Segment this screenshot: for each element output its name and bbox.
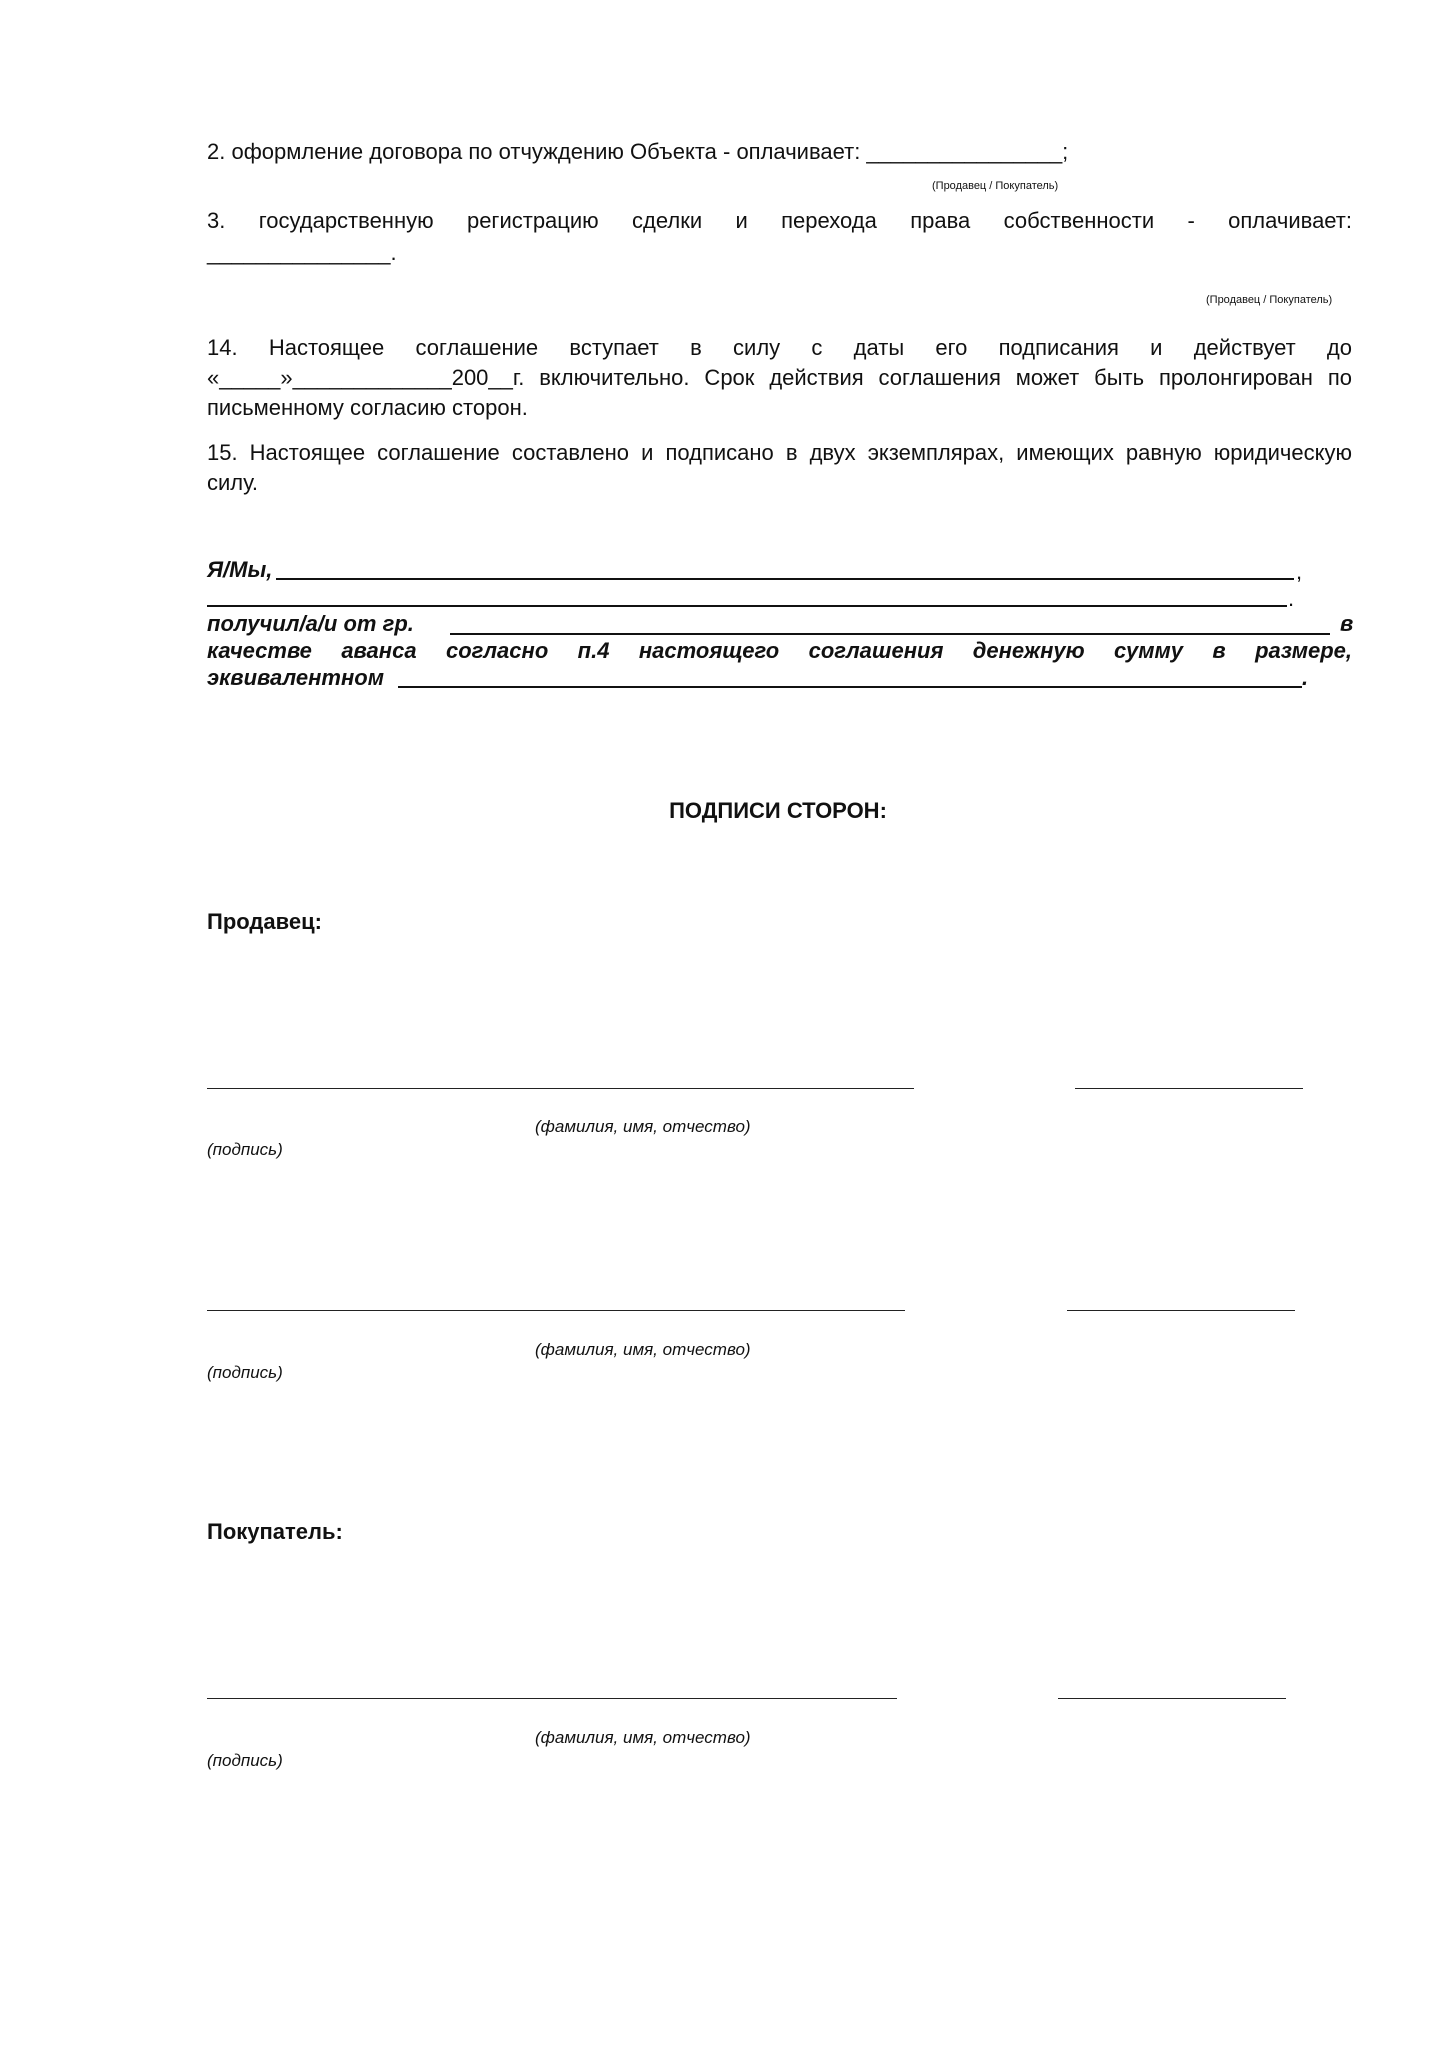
receipt-line-4: качестве аванса согласно п.4 настоящего соглашения денежную сумму в размере, xyxy=(207,638,1352,663)
item-2-text: 2. оформление договора по отчуждению Объекта - оплачивает: ________________; xyxy=(207,139,1069,164)
seller-1-fio-line xyxy=(207,1088,914,1089)
receipt-line-3-blank xyxy=(450,633,1330,635)
receipt-line-1-label: Я/Мы, xyxy=(207,557,273,582)
buyer-sign-line xyxy=(1058,1698,1286,1699)
item-2-hint: (Продавец / Покупатель) xyxy=(932,180,1059,192)
item-3-line-2: _______________. xyxy=(207,240,397,265)
item-14-line-3: письменному согласию сторон. xyxy=(207,395,528,420)
seller-1-sign-line xyxy=(1075,1088,1303,1089)
receipt-line-5-label: эквивалентном xyxy=(207,665,384,690)
seller-2-sign-hint: (подпись) xyxy=(207,1363,283,1382)
item-3-hint: (Продавец / Покупатель) xyxy=(1206,294,1333,306)
receipt-line-2-blank xyxy=(207,605,1287,607)
receipt-line-2-end: . xyxy=(1288,586,1295,611)
signatures-title: ПОДПИСИ СТОРОН: xyxy=(669,798,887,823)
buyer-fio-hint: (фамилия, имя, отчество) xyxy=(535,1728,751,1747)
item-3-line-1: 3. государственную регистрацию сделки и перехода права собственности - оплачивает: xyxy=(207,208,1352,233)
seller-label: Продавец: xyxy=(207,909,322,934)
receipt-line-3-label: получил/а/и от гр. xyxy=(207,611,414,636)
receipt-line-1-blank xyxy=(276,578,1294,580)
item-14-line-2: «_____»_____________200__г. включительно. Срок действия соглашения может быть пролонгирован по xyxy=(207,365,1352,390)
item-15-line-2: силу. xyxy=(207,470,259,495)
buyer-label: Покупатель: xyxy=(207,1519,343,1544)
item-15-line-1: 15. Настоящее соглашение составлено и подписано в двух экземплярах, имеющих равную юридическую xyxy=(207,440,1352,465)
receipt-line-3-end: в xyxy=(1340,611,1354,636)
buyer-fio-line xyxy=(207,1698,897,1699)
seller-2-fio-hint: (фамилия, имя, отчество) xyxy=(535,1340,751,1359)
seller-1-fio-hint: (фамилия, имя, отчество) xyxy=(535,1117,751,1136)
buyer-sign-hint: (подпись) xyxy=(207,1751,283,1770)
seller-2-fio-line xyxy=(207,1310,905,1311)
seller-2-sign-line xyxy=(1067,1310,1295,1311)
seller-1-sign-hint: (подпись) xyxy=(207,1140,283,1159)
receipt-line-1-end: , xyxy=(1296,559,1303,584)
item-14-line-1: 14. Настоящее соглашение вступает в силу с даты его подписания и действует до xyxy=(207,335,1352,360)
receipt-line-5-blank xyxy=(398,686,1302,688)
receipt-line-5-end: . xyxy=(1302,665,1309,690)
